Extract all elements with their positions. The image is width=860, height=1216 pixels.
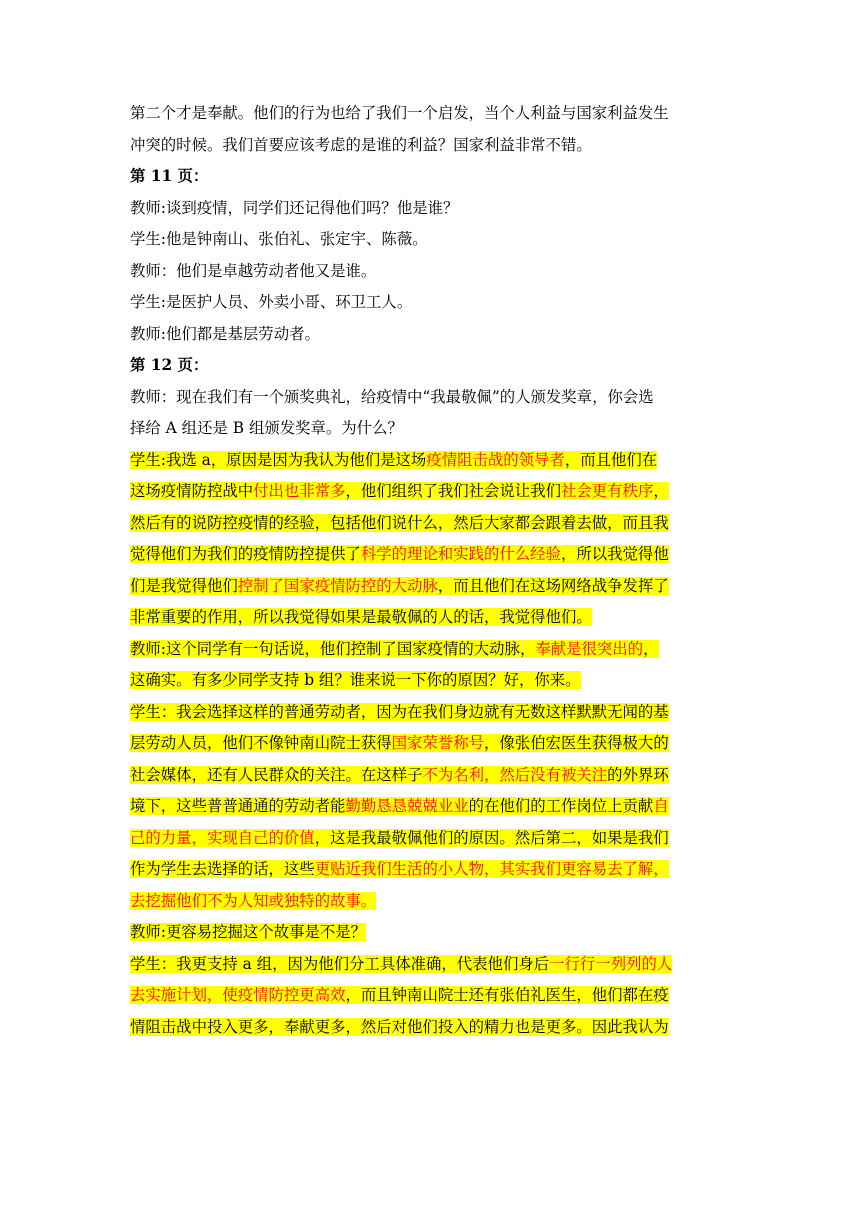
text-line bbox=[130, 697, 732, 729]
text-segment: 教师:他们都是基层劳动者。 bbox=[130, 324, 320, 343]
text-segment: 教师：现在我们有一个颁奖典礼，给疫情中“我最敬佩”的人颁发奖章，你会选 bbox=[130, 387, 654, 406]
emphasized-text: 更贴近我们生活的小人物，其实我们更容易去了解， bbox=[314, 860, 669, 878]
highlighted-text: 们是我觉得他们 bbox=[130, 576, 238, 595]
highlighted-text: ，所以我觉得他 bbox=[560, 545, 669, 563]
highlighted-text: ，他们组织了我们社会说让我们 bbox=[345, 482, 561, 500]
text-line bbox=[130, 602, 732, 634]
emphasized-text: 一行行一列列的人 bbox=[549, 954, 673, 973]
text-line bbox=[130, 854, 732, 886]
emphasized-text: 勤勤恳恳兢兢业业 bbox=[345, 797, 469, 815]
highlighted-text: 学生：我更支持 a 组，因为他们分工具体准确，代表他们身后 bbox=[130, 954, 550, 973]
text-line bbox=[130, 382, 732, 414]
text-line bbox=[130, 949, 732, 981]
highlighted-text: 的在他们的工作岗位上贡献 bbox=[468, 797, 654, 815]
text-line bbox=[130, 445, 732, 477]
text-line bbox=[130, 319, 732, 351]
text-line bbox=[130, 980, 732, 1012]
text-segment: 冲突的时候。我们首要应该考虑的是谁的利益？国家利益非常不错。 bbox=[130, 135, 592, 154]
highlighted-text: 境下，这些普普通通的劳动者能 bbox=[130, 797, 346, 815]
emphasized-text: 国家荣誉称号 bbox=[391, 734, 485, 752]
highlighted-text: 作为学生去选择的话，这些 bbox=[130, 860, 315, 878]
highlighted-text: ， bbox=[643, 639, 659, 658]
text-segment: 教师：他们是卓越劳动者他又是谁。 bbox=[130, 261, 377, 280]
highlighted-text: 然后有的说防控疫情的经验，包括他们说什么，然后大家都会跟着去做，而且我 bbox=[130, 513, 669, 532]
highlighted-text: 教师:更容易挖掘这个故事是不是？ bbox=[130, 923, 367, 941]
text-line bbox=[130, 823, 732, 855]
highlighted-text: 学生:我选 a，原因是因为我认为他们是这场 bbox=[130, 450, 427, 469]
text-line bbox=[130, 728, 732, 760]
text-line bbox=[130, 98, 732, 130]
text-line bbox=[130, 634, 732, 666]
text-segment: 第 12 页： bbox=[130, 356, 209, 374]
highlighted-text: 情阻击战中投入更多，奉献更多，然后对他们投入的精力也是更多。因此我认为 bbox=[130, 1017, 669, 1036]
text-segment: 学生:是医护人员、外卖小哥、环卫工人。 bbox=[130, 293, 413, 311]
highlighted-text: ，像张伯宏医生获得极大的 bbox=[484, 734, 669, 752]
highlighted-text: 觉得他们为我们的疫情防控提供了 bbox=[130, 545, 361, 563]
emphasized-text: 奉献是很突出的 bbox=[535, 639, 644, 658]
text-line bbox=[130, 1012, 732, 1044]
highlighted-text: ，而且他们在 bbox=[564, 450, 658, 469]
highlighted-text: 这确实。有多少同学支持 b 组？谁来说一下你的原因？好，你来。 bbox=[130, 671, 581, 689]
highlighted-text: ，而且他们在这场网络战争发挥了 bbox=[437, 576, 669, 595]
page-heading bbox=[130, 161, 732, 193]
emphasized-text: 不为名利，然后没有被关注 bbox=[422, 765, 608, 784]
text-line bbox=[130, 917, 732, 949]
highlighted-text: 学生：我会选择这样的普通劳动者，因为在我们身边就有无数这样默默无闻的基 bbox=[130, 702, 669, 721]
emphasized-text: 疫情阻击战的领导者 bbox=[426, 450, 565, 469]
emphasized-text: 控制了国家疫情防控的大动脉 bbox=[237, 576, 438, 595]
text-line bbox=[130, 224, 732, 256]
text-line bbox=[130, 571, 732, 603]
text-line bbox=[130, 791, 732, 823]
text-segment: 第二个才是奉献。他们的行为也给了我们一个启发，当个人利益与国家利益发生 bbox=[130, 104, 669, 122]
emphasized-text: 己的力量，实现自己的价值 bbox=[130, 828, 315, 847]
emphasized-text: 付出也非常多 bbox=[253, 482, 346, 500]
highlighted-text: 社会媒体，还有人民群众的关注。在这样子 bbox=[130, 765, 423, 784]
document-body bbox=[130, 98, 732, 1043]
highlighted-text: ， bbox=[653, 482, 669, 500]
emphasized-text: 科学的理论和实践的什么经验 bbox=[360, 545, 561, 563]
text-line bbox=[130, 760, 732, 792]
text-line bbox=[130, 193, 732, 225]
text-line bbox=[130, 539, 732, 571]
emphasized-text: 社会更有秩序 bbox=[560, 482, 654, 500]
highlighted-text: 教师:这个同学有一句话说，他们控制了国家疫情的大动脉， bbox=[130, 639, 536, 658]
highlighted-text: 这场疫情防控战中 bbox=[130, 482, 254, 500]
text-segment: 学生:他是钟南山、张伯礼、张定宇、陈薇。 bbox=[130, 230, 428, 248]
text-line bbox=[130, 886, 732, 918]
page-heading bbox=[130, 350, 732, 382]
text-line bbox=[130, 508, 732, 540]
highlighted-text: 非常重要的作用，所以我觉得如果是最敬佩的人的话，我觉得他们。 bbox=[130, 608, 592, 626]
emphasized-text: 自 bbox=[653, 797, 669, 815]
highlighted-text: 的外界环 bbox=[607, 765, 669, 784]
text-line bbox=[130, 130, 732, 162]
text-line bbox=[130, 256, 732, 288]
text-line bbox=[130, 413, 732, 445]
text-line bbox=[130, 287, 732, 319]
text-line bbox=[130, 665, 732, 697]
emphasized-text: 去挖掘他们不为人知或独特的故事。 bbox=[130, 891, 377, 910]
text-segment: 第 11 页： bbox=[130, 167, 209, 185]
text-line bbox=[130, 476, 732, 508]
text-segment: 教师:谈到疫情，同学们还记得他们吗？他是谁？ bbox=[130, 198, 459, 217]
text-segment: 择给 A 组还是 B 组颁发奖章。为什么？ bbox=[130, 419, 403, 437]
highlighted-text: ，而且钟南山院士还有张伯礼医生，他们都在疫 bbox=[345, 986, 669, 1004]
highlighted-text: ，这是我最敬佩他们的原因。然后第二，如果是我们 bbox=[314, 828, 669, 847]
emphasized-text: 去实施计划，使疫情防控更高效 bbox=[130, 986, 346, 1004]
highlighted-text: 层劳动人员，他们不像钟南山院士获得 bbox=[130, 734, 392, 752]
